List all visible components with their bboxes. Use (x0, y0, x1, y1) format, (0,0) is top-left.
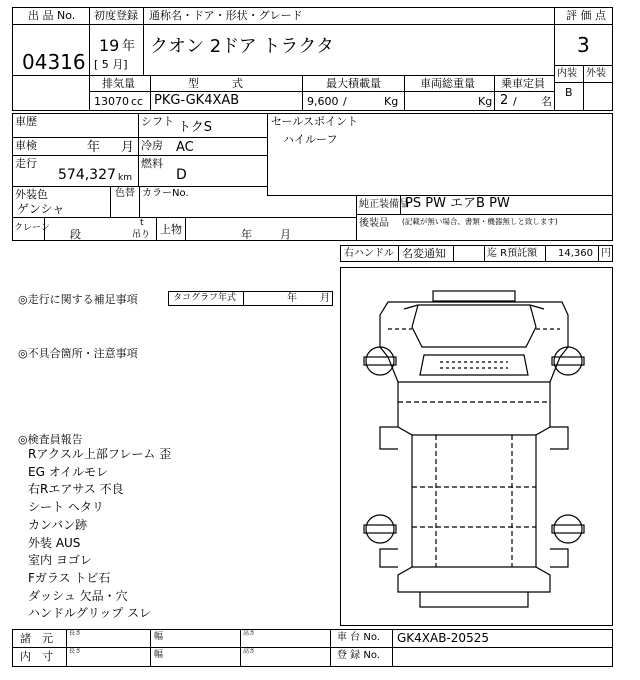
lot-number: 04316 (22, 50, 86, 74)
interior-width-label: 幅 (154, 650, 164, 660)
shift-label: シフト (141, 115, 174, 128)
inspector-report-line: ダッシュ 欠品・穴 (28, 588, 128, 603)
sales-point-value: ハイルーフ (283, 133, 338, 146)
crane-tonnage-unit: t (140, 218, 144, 228)
aircon-value: AC (176, 140, 194, 155)
aftermarket-note: (記載が無い場合、書類・機器無しと致します) (402, 217, 558, 226)
car-name: クオン 2ドア トラクタ (150, 36, 334, 57)
inspection-label: 車検 (15, 139, 37, 152)
inspector-report-line: 右Rエアサス 不良 (28, 482, 124, 497)
mileage-label: 走行 (15, 157, 37, 170)
model-code: PKG-GK4XAB (154, 93, 240, 108)
registration-number-label: 登 録 No. (337, 650, 380, 661)
inspector-report-line: 室内 ヨゴレ (28, 553, 92, 568)
fuel-label: 燃料 (141, 157, 163, 170)
dim-width-label: 幅 (154, 632, 164, 642)
displacement-label: 排気量 (102, 77, 135, 90)
color-swap-label: 色替 (115, 188, 135, 199)
mileage-unit: km (118, 173, 132, 183)
model-type-label: 型 式 (188, 77, 243, 90)
max-load-label: 最大積載量 (326, 77, 381, 90)
dim-height-label: 高さ (243, 630, 256, 637)
capacity-slash: / (513, 95, 517, 108)
interior-grade-label: 内装 (557, 68, 577, 79)
registration-month: [ 5 月] (94, 58, 128, 71)
inspector-report-line: Fガラス トビ石 (28, 570, 111, 585)
lot-number-label: 出 品 No. (28, 9, 76, 22)
body-label: 上物 (160, 223, 182, 236)
registration-year: 19 (99, 36, 120, 55)
chassis-number-label: 車 台 No. (337, 632, 380, 643)
inspector-report-line: 外装 AUS (28, 535, 81, 550)
footer-frame (12, 629, 613, 667)
color-number-label: カラーNo. (142, 188, 189, 199)
name-change-label: 名変通知 (402, 247, 446, 260)
model-grade-label: 通称名・ドア・形状・グレード (149, 9, 303, 22)
gross-weight-label: 車両総重量 (420, 77, 475, 90)
year-unit: 年 (122, 39, 136, 54)
capacity-unit: 名 (541, 95, 552, 108)
max-load-slash: / (343, 95, 347, 108)
recycle-deposit-unit: 円 (601, 248, 611, 259)
interior-height-label: 高さ (243, 648, 256, 655)
recycle-deposit-value: 14,360 (558, 248, 593, 259)
recycle-deposit-label: 迄 R預託額 (487, 248, 538, 259)
displacement-value: 13070 (94, 95, 129, 108)
gross-weight-unit: Kg (478, 95, 493, 108)
driving-notes-title: ◎走行に関する補足事項 (18, 293, 138, 306)
sales-point-label: セールスポイント (271, 115, 359, 128)
inspection-year: 年 (87, 140, 101, 155)
shift-value: トクS (178, 120, 212, 135)
aftermarket-label: 後装品 (359, 218, 389, 229)
inspector-report-line: ハンドルグリップ スレ (28, 606, 152, 621)
inspector-report-line: Rアクスル上部フレーム 歪 (28, 447, 172, 461)
crane-stage: 段 (70, 228, 81, 241)
capacity-label: 乗車定員 (501, 77, 545, 90)
fuel-value: D (176, 167, 187, 183)
truck-diagram (340, 267, 613, 626)
aircon-label: 冷房 (141, 139, 163, 152)
crane-lift-unit: 吊り (132, 230, 151, 240)
exterior-color-label: 外装色 (15, 188, 48, 201)
interior-length-label: 長さ (69, 648, 82, 655)
body-month: 月 (280, 228, 291, 241)
interior-dims-label: 内 寸 (20, 650, 53, 663)
score-label: 評 価 点 (566, 9, 606, 22)
inspector-report-line: EG オイルモレ (28, 464, 109, 479)
inspection-month: 月 (121, 140, 135, 155)
displacement-unit: cc (131, 95, 144, 108)
first-registration-label: 初度登録 (94, 9, 138, 22)
genuine-equipment-label: 純正装備品 (359, 199, 409, 210)
dim-length-label: 長さ (69, 630, 82, 637)
crane-label: クレーン (14, 223, 50, 233)
handle-position: 右ハンドル (344, 248, 394, 259)
exterior-grade-label: 外装 (586, 68, 606, 79)
tachograph-month: 月 (320, 293, 330, 304)
inspector-report-line: カンバン跡 (28, 517, 88, 532)
inspector-report-line: シート ヘタリ (28, 500, 104, 515)
dimensions-label: 諸 元 (20, 632, 53, 645)
inspector-report-title: ◎検査員報告 (18, 433, 83, 446)
tachograph-label: タコグラフ年式 (173, 293, 237, 303)
chassis-number-value: GK4XAB-20525 (397, 631, 489, 645)
tachograph-year: 年 (287, 293, 297, 304)
history-label: 車歴 (15, 115, 37, 128)
exterior-color-value: ゲンシャ (17, 202, 65, 216)
genuine-equipment-value: PS PW エアB PW (405, 196, 510, 211)
interior-grade-value: B (565, 86, 573, 99)
body-year: 年 (241, 228, 252, 241)
max-load-unit: Kg (384, 95, 399, 108)
max-load-value: 9,600 (307, 95, 339, 108)
defects-title: ◎不具合箇所・注意事項 (18, 347, 138, 360)
capacity-value: 2 (500, 93, 509, 108)
mileage-value: 574,327 (58, 167, 116, 183)
score-value: 3 (577, 33, 590, 57)
